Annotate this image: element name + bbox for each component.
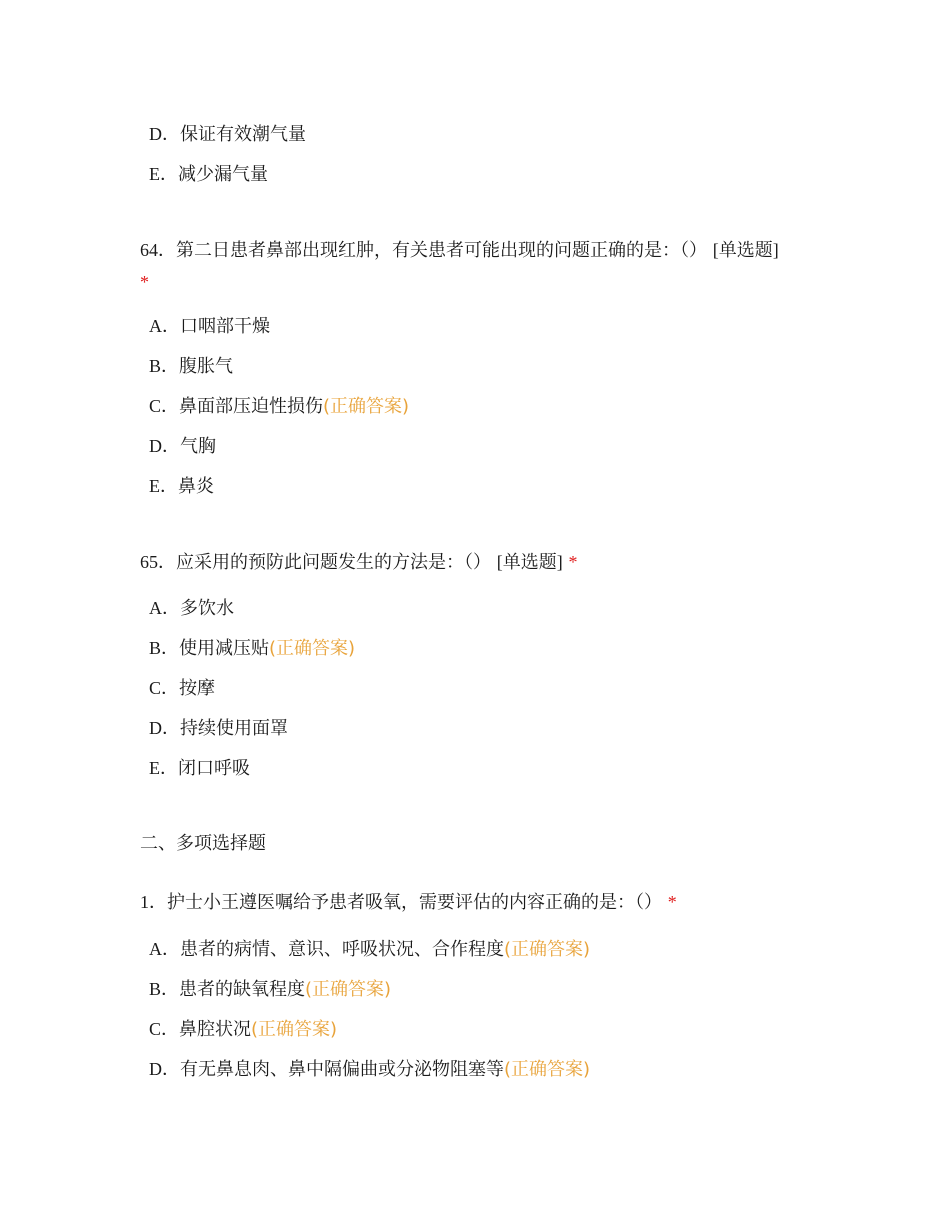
option-letter: B．: [149, 638, 180, 658]
option-text: 腹胀气: [179, 356, 234, 377]
option-letter: E．: [149, 164, 178, 184]
option-e: [149, 162, 268, 187]
multi-question-1-title: [140, 890, 677, 915]
option-text: 口咽部干燥: [180, 316, 270, 337]
option-letter: D．: [149, 124, 180, 144]
option-letter: C．: [149, 396, 180, 416]
option-text: 按摩: [179, 678, 216, 699]
option-letter: A．: [149, 316, 180, 336]
correct-answer-mark: (正确答案): [251, 1019, 338, 1040]
option-text: 鼻炎: [178, 476, 214, 497]
correct-answer-mark: (正确答案): [269, 638, 356, 659]
option-letter: E．: [149, 476, 178, 496]
q64-option-a: [149, 314, 270, 339]
option-letter: C．: [149, 678, 180, 698]
correct-answer-mark: (正确答案): [305, 979, 392, 1000]
question-65-title: [140, 550, 577, 575]
q65-option-a: [149, 596, 234, 621]
option-letter: B．: [149, 356, 180, 376]
question-text: 护士小王遵医嘱给予患者吸氧，需要评估的内容正确的是：（）: [167, 892, 662, 913]
question-number: 64．: [140, 240, 176, 260]
required-mark: *: [140, 272, 149, 292]
q65-option-c: [149, 676, 215, 701]
option-text: 患者的病情、意识、呼吸状况、合作程度: [180, 939, 504, 960]
question-64-required: [140, 270, 149, 295]
option-text: 闭口呼吸: [178, 758, 250, 779]
q65-option-e: [149, 756, 250, 781]
q64-option-c: [149, 394, 409, 419]
option-text: 有无鼻息肉、鼻中隔偏曲或分泌物阻塞等: [180, 1059, 504, 1080]
required-mark: *: [568, 552, 578, 572]
mq1-option-d: [149, 1057, 590, 1082]
required-mark: *: [667, 892, 677, 912]
question-number: 65．: [140, 552, 176, 572]
option-letter: D．: [149, 718, 180, 738]
option-letter: D．: [149, 436, 180, 456]
q65-option-b: [149, 636, 355, 661]
option-letter: B．: [149, 979, 180, 999]
option-letter: E．: [149, 758, 178, 778]
section-heading: [140, 832, 266, 856]
question-type: [单选题]: [496, 552, 563, 572]
option-text: 气胸: [180, 436, 216, 457]
option-letter: C．: [149, 1019, 180, 1039]
section-title: 二、多项选择题: [140, 833, 266, 854]
question-text: 第二日患者鼻部出现红肿，有关患者可能出现的问题正确的是：（）: [176, 240, 707, 261]
question-number: 1．: [140, 892, 167, 912]
correct-answer-mark: (正确答案): [504, 1059, 591, 1080]
option-text: 减少漏气量: [178, 164, 268, 185]
option-text: 持续使用面罩: [180, 718, 288, 739]
option-text: 多饮水: [180, 598, 234, 619]
question-type: [单选题]: [712, 240, 779, 260]
mq1-option-a: [149, 937, 590, 962]
q64-option-d: [149, 434, 216, 459]
question-text: 应采用的预防此问题发生的方法是：（）: [176, 552, 491, 573]
option-text: 鼻面部压迫性损伤: [179, 396, 324, 417]
q65-option-d: [149, 716, 288, 741]
option-letter: A．: [149, 598, 180, 618]
option-text: 患者的缺氧程度: [179, 979, 306, 1000]
question-64-title: [140, 238, 779, 263]
option-text: 保证有效潮气量: [180, 124, 306, 145]
mq1-option-b: [149, 977, 391, 1002]
q64-option-e: [149, 474, 214, 499]
option-text: 鼻腔状况: [179, 1019, 252, 1040]
correct-answer-mark: (正确答案): [323, 396, 410, 417]
option-letter: D．: [149, 1059, 180, 1079]
q64-option-b: [149, 354, 233, 379]
option-letter: A．: [149, 939, 180, 959]
mq1-option-c: [149, 1017, 337, 1042]
correct-answer-mark: (正确答案): [504, 939, 591, 960]
option-d: [149, 122, 306, 147]
option-text: 使用减压贴: [179, 638, 270, 659]
